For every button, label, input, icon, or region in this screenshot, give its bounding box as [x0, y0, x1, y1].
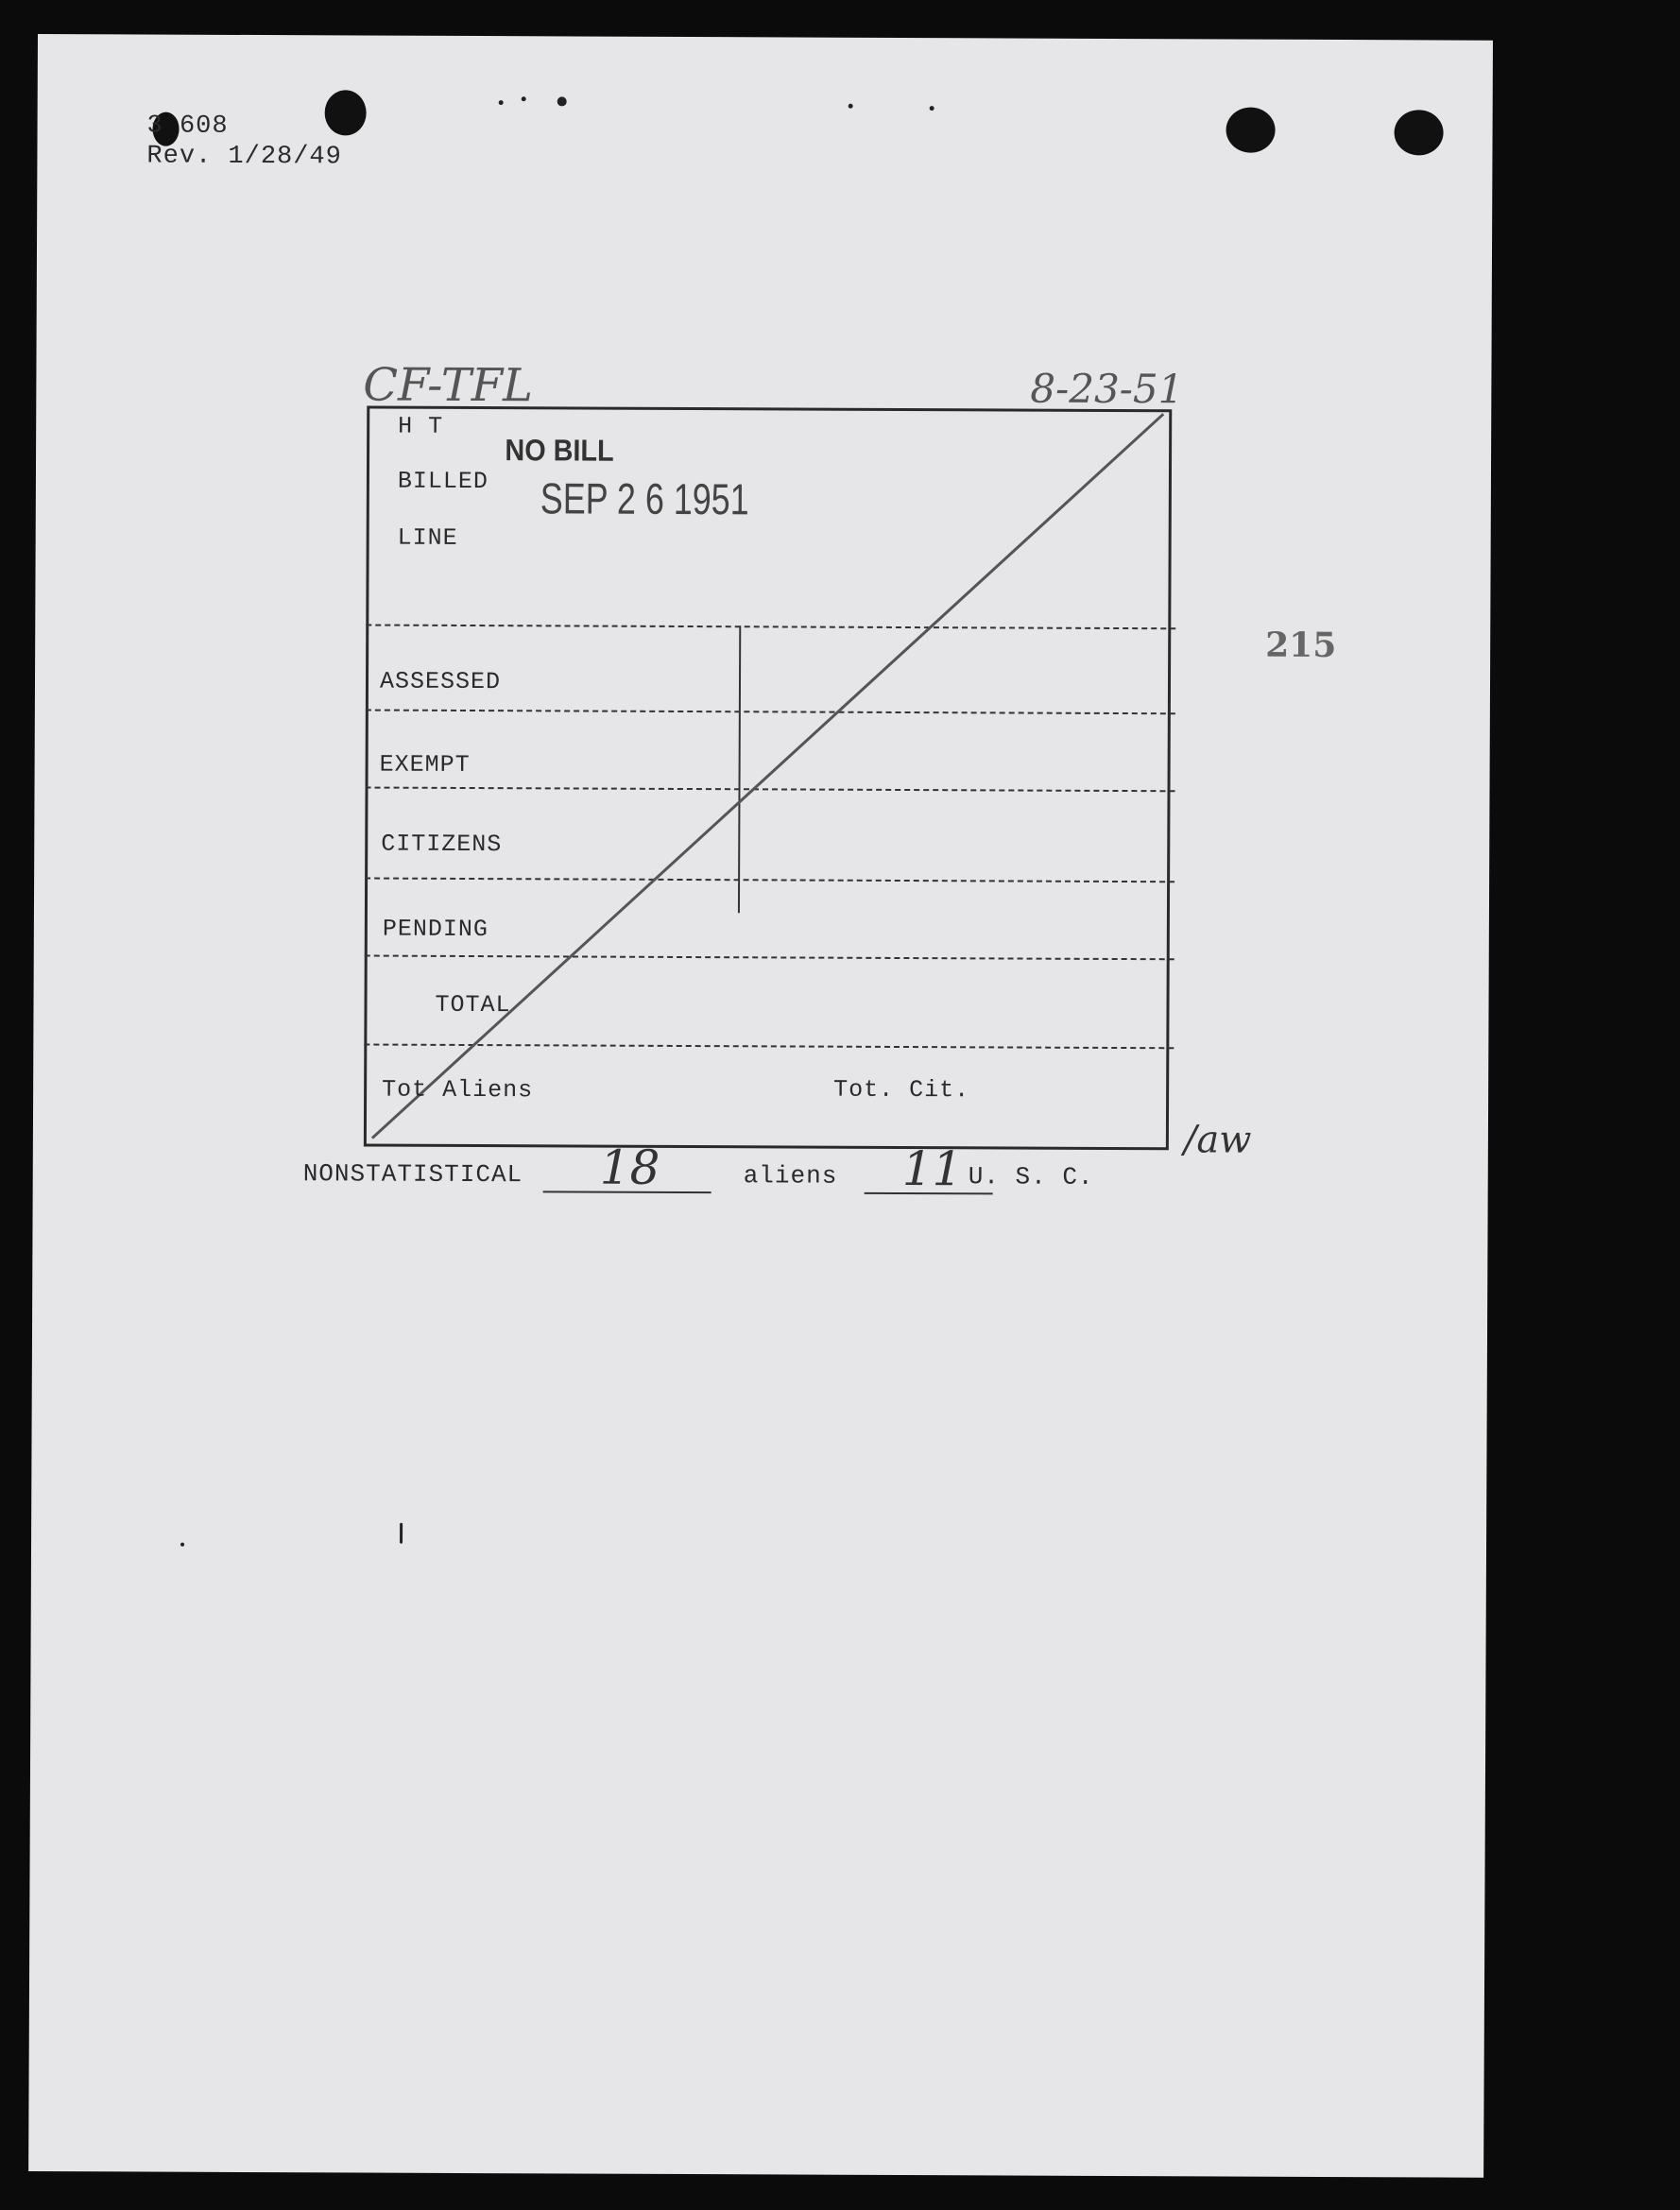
no-bill-stamp: NO BILL [505, 433, 614, 468]
date-stamp: SEP 2 6 1951 [540, 473, 749, 524]
row-label-assessed: ASSESSED [379, 667, 502, 696]
speck [499, 100, 504, 105]
handwritten-initials: /aw [1183, 1118, 1252, 1162]
strike-through-line [367, 409, 1169, 1148]
speck [400, 1523, 403, 1544]
speck [930, 106, 934, 111]
punch-hole-left [325, 90, 367, 135]
handwritten-reference: CF-TFL [363, 358, 534, 413]
speck [522, 96, 526, 101]
punch-hole-right-2 [1394, 110, 1443, 155]
row-label-pending: PENDING [382, 915, 489, 944]
speck [849, 104, 853, 109]
row-label-citizens: CITIZENS [381, 830, 503, 859]
speck [557, 96, 567, 106]
nonstatistical-label: NONSTATISTICAL [302, 1159, 523, 1190]
punch-hole-right-1 [1226, 107, 1275, 152]
handwritten-date: 8-23-51 [1030, 365, 1184, 413]
row-label-line: LINE [397, 523, 458, 552]
aliens-count: 18 [599, 1139, 660, 1195]
page-number-stamp: 215 [1265, 625, 1337, 666]
row-label-tot-aliens: Tot Aliens [382, 1075, 534, 1105]
tally-form [364, 406, 1172, 1151]
speck [180, 1543, 184, 1547]
usc-label: U. S. C. [968, 1162, 1094, 1191]
aliens-label: aliens [743, 1161, 838, 1191]
document-page [28, 34, 1493, 2178]
row-label-billed: BILLED [397, 467, 489, 496]
row-label-tot-cit: Tot. Cit. [833, 1075, 970, 1105]
usc-count: 11 [901, 1141, 963, 1197]
form-number: 3 608 [146, 111, 229, 141]
row-label-total: TOTAL [435, 990, 511, 1019]
row-label-exempt: EXEMPT [379, 750, 471, 779]
row-label-ht: H T [398, 412, 444, 440]
form-revision: Rev. 1/28/49 [146, 142, 342, 172]
